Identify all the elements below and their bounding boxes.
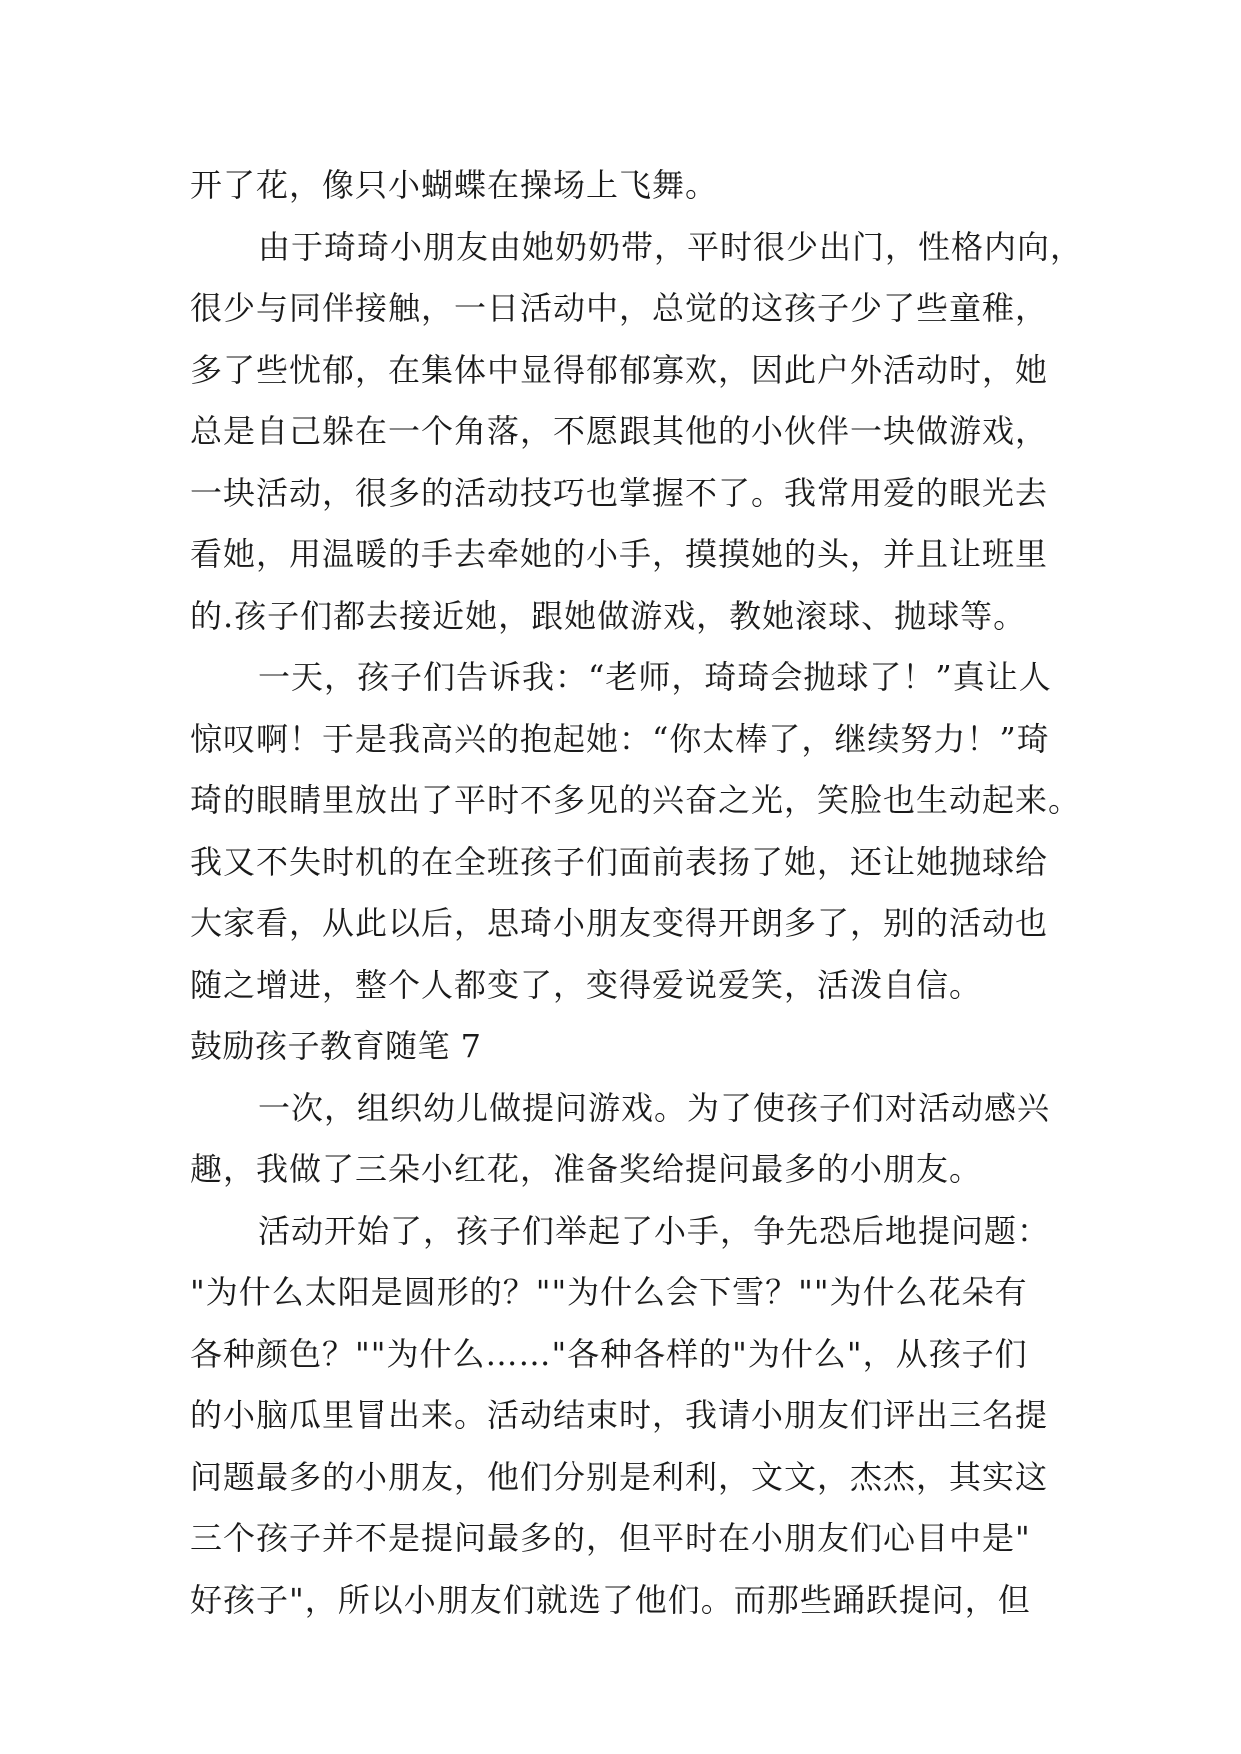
document-body xyxy=(190,155,1084,1631)
text-line: 很少与同伴接触，一日活动中，总觉的这孩子少了些童稚， xyxy=(190,289,1049,327)
text-line: "为什么太阳是圆形的？""为什么会下雪？""为什么花朵有 xyxy=(190,1273,1028,1311)
text-line: 问题最多的小朋友，他们分别是利利，文文，杰杰，其实这 xyxy=(190,1457,1049,1496)
text-line: 趣，我做了三朵小红花，准备奖给提问最多的小朋友。 xyxy=(190,1150,983,1188)
text-line: 三个孩子并不是提问最多的，但平时在小朋友们心目中是" xyxy=(190,1519,1031,1557)
text-line: 惊叹啊！于是我高兴的抱起她：“你太棒了，继续努力！”琦 xyxy=(190,719,1050,758)
text-line: 看她，用温暖的手去牵她的小手，摸摸她的头，并且让班里 xyxy=(190,535,1049,573)
section-heading: 鼓励孩子教育随笔 7 xyxy=(190,1027,482,1065)
text-line: 大家看，从此以后，思琦小朋友变得开朗多了，别的活动也 xyxy=(190,904,1049,942)
text-line: 琦的眼睛里放出了平时不多见的兴奋之光，笑脸也生动起来。 xyxy=(190,781,1082,819)
text-line: 各种颜色？""为什么……"各种各样的"为什么"，从孩子们 xyxy=(190,1334,1028,1373)
text-line: 的小脑瓜里冒出来。活动结束时，我请小朋友们评出三名提 xyxy=(190,1396,1049,1434)
text-line: 随之增进，整个人都变了，变得爱说爱笑，活泼自信。 xyxy=(190,965,983,1004)
paragraph-first-line: 由于琦琦小朋友由她奶奶带，平时很少出门，性格内向， xyxy=(258,227,1084,266)
text-line: 我又不失时机的在全班孩子们面前表扬了她，还让她抛球给 xyxy=(190,842,1049,881)
paragraph-first-line: 活动开始了，孩子们举起了小手，争先恐后地提问题： xyxy=(258,1211,1051,1250)
paragraph-first-line: 一次，组织幼儿做提问游戏。为了使孩子们对活动感兴 xyxy=(258,1088,1051,1127)
text-line: 多了些忧郁，在集体中显得郁郁寡欢，因此户外活动时，她 xyxy=(190,350,1049,389)
paragraph-first-line: 一天，孩子们告诉我：“老师，琦琦会抛球了！”真让人 xyxy=(258,658,1052,696)
text-line: 一块活动，很多的活动技巧也掌握不了。我常用爱的眼光去 xyxy=(190,473,1049,512)
text-line: 的.孩子们都去接近她，跟她做游戏，教她滚球、抛球等。 xyxy=(190,596,1027,635)
text-line: 好孩子"，所以小朋友们就选了他们。而那些踊跃提问，但 xyxy=(190,1580,1031,1619)
text-line: 总是自己躲在一个角落，不愿跟其他的小伙伴一块做游戏， xyxy=(190,412,1049,450)
text-line: 开了花，像只小蝴蝶在操场上飞舞。 xyxy=(190,166,719,204)
